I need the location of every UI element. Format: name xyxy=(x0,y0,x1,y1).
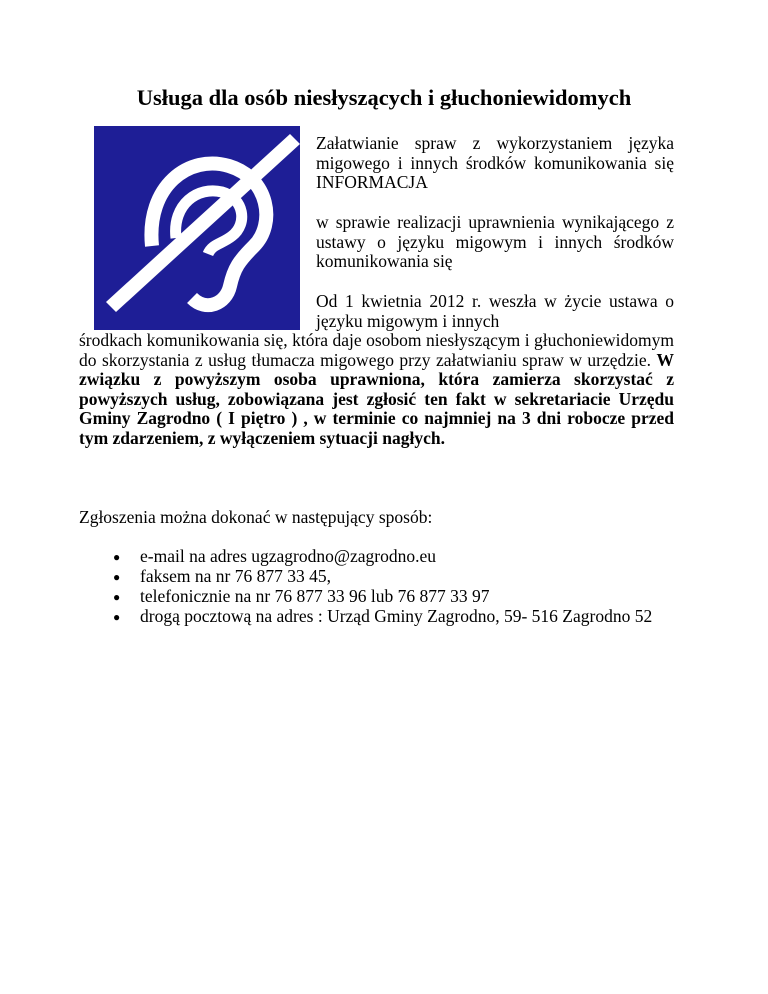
bullet-icon: ● xyxy=(113,570,121,584)
list-item-text: telefonicznie na nr 76 877 33 96 lub 76 877 33 97 xyxy=(140,586,490,606)
intro-paragraph: Załatwianie spraw z wykorzystaniem języka migowego i innych środków komunikowania się INFORMACJA xyxy=(316,133,674,193)
law-paragraph-bold: W związku z powyższym osoba uprawniona, która zamierza skorzystać z powyższych usług, zobowiązana jest zgłosić ten fakt w sekretariacie Urzędu Gminy Zagrodno ( I piętro ) , w terminie co najmniej na 3 dni robocze przed tym zdarzeniem, z wyłączeniem sytuacji nagłych. xyxy=(79,349,674,448)
law-paragraph-start: Od 1 kwietnia 2012 r. weszła w życie ustawa o języku migowym i innych xyxy=(316,291,674,331)
list-item xyxy=(113,566,673,586)
list-item xyxy=(113,606,673,626)
list-item-text: e-mail na adres ugzagrodno@zagrodno.eu xyxy=(140,546,436,566)
deaf-ear-symbol-icon xyxy=(94,126,300,330)
document-title: Usługa dla osób niesłyszących i głuchoniewidomych xyxy=(136,85,632,110)
list-item-text: faksem na nr 76 877 33 45, xyxy=(140,566,332,586)
bullet-icon: ● xyxy=(113,590,121,604)
regarding-paragraph: w sprawie realizacji uprawnienia wynikającego z ustawy o języku migowym i innych środków komunikowania się xyxy=(316,212,674,272)
list-item xyxy=(113,546,673,566)
list-item-text: drogą pocztową na adres : Urząd Gminy Zagrodno, 59- 516 Zagrodno 52 xyxy=(140,606,653,626)
bullet-icon: ● xyxy=(113,550,121,564)
bullet-icon: ● xyxy=(113,610,121,624)
list-item xyxy=(113,586,673,606)
law-paragraph-text: środkach komunikowania się, która daje osobom niesłyszącym i głuchoniewidomym do skorzystania z usług tłumacza migowego przy załatwianiu spraw w urzędzie. xyxy=(79,330,674,370)
submission-methods-list xyxy=(113,546,673,626)
law-paragraph-continued xyxy=(79,331,674,449)
submission-intro: Zgłoszenia można dokonać w następujący sposób: xyxy=(79,507,433,527)
